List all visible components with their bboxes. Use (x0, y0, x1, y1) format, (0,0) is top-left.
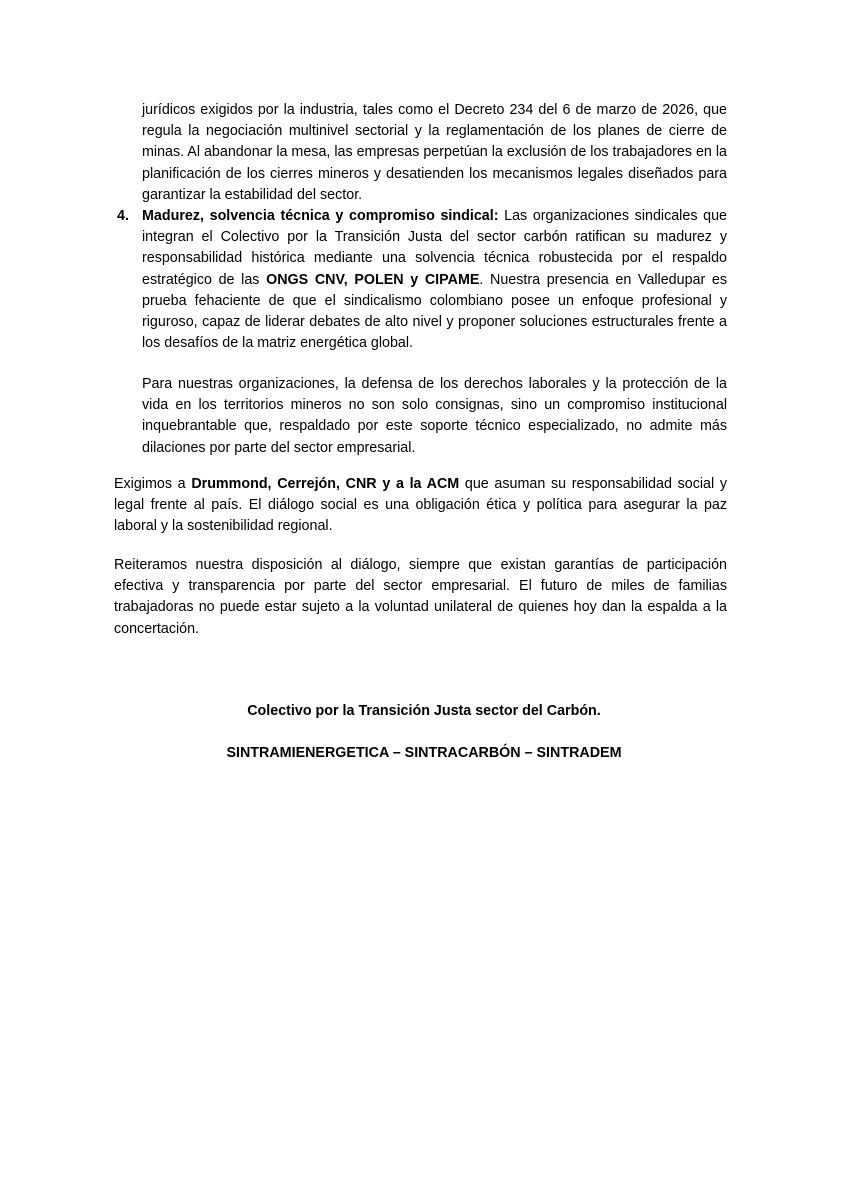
item-4 (142, 206, 727, 354)
continuation-paragraph (142, 100, 727, 206)
signature-collective: Colectivo por la Transición Justa sector del Carbón. (247, 703, 601, 719)
continuation-text: jurídicos exigidos por la industria, tales como el Decreto 234 del 6 de marzo de 2026, que regula la negociación multinivel sectorial y la reglamentación de los planes de cierre de minas. Al abandonar la mesa, las empresas perpetúan la exclusión de los trabajadores en la planificación de los cierres mineros y desatienden los mecanismos legales diseñados para garantizar la estabilidad del sector. (142, 102, 727, 203)
signature-unions: SINTRAMIENERGETICA – SINTRACARBÓN – SINTRADEM (226, 745, 622, 761)
item-number: 4. (117, 208, 129, 224)
closing-text: Reiteramos nuestra disposición al diálogo, siempre que existan garantías de participación efectiva y transparencia por parte del sector empresarial. El futuro de miles de familias trabajadoras no puede estar sujeto a la voluntad unilateral de quienes hoy dan la espalda a la concertación. (114, 557, 727, 637)
demand-text-a: Exigimos a (114, 476, 192, 492)
item-4-paragraph (142, 206, 727, 354)
item-4-text-a: Las organizaciones sindicales que integran el Colectivo por la Transición Justa del sector carbón ratifican su madurez y responsabilidad histórica mediante una solvencia técnica robustecida por el respaldo estratégico de las (142, 208, 727, 288)
item-4-text-b: . Nuestra presencia en Valledupar es prueba fehaciente de que el sindicalismo colombiano posee un enfoque profesional y riguroso, capaz de liderar debates de alto nivel y proponer soluciones estructurales frente a los desafíos de la matriz energética global. (142, 271, 727, 352)
item-4-second-paragraph (142, 374, 727, 459)
item-4-heading: Madurez, solvencia técnica y compromiso sindical: (142, 208, 499, 224)
demand-text (114, 474, 727, 538)
closing-paragraph (114, 555, 727, 640)
demand-paragraph (114, 474, 727, 538)
demand-text-b: que asuman su responsabilidad social y legal frente al país. El diálogo social es una obligación ética y política para asegurar la paz laboral y la sostenibilidad regional. (114, 476, 727, 535)
demand-companies: Drummond, Cerrejón, CNR y a la ACM (191, 476, 460, 492)
item-4-ongs: ONGS CNV, POLEN y CIPAME (266, 271, 480, 288)
item-4-second-text: Para nuestras organizaciones, la defensa de los derechos laborales y la protección de la vida en los territorios mineros no son solo consignas, sino un compromiso institucional inquebrantable que, respaldado por este soporte técnico especializado, no admite más dilaciones por parte del sector empresarial. (142, 376, 727, 456)
